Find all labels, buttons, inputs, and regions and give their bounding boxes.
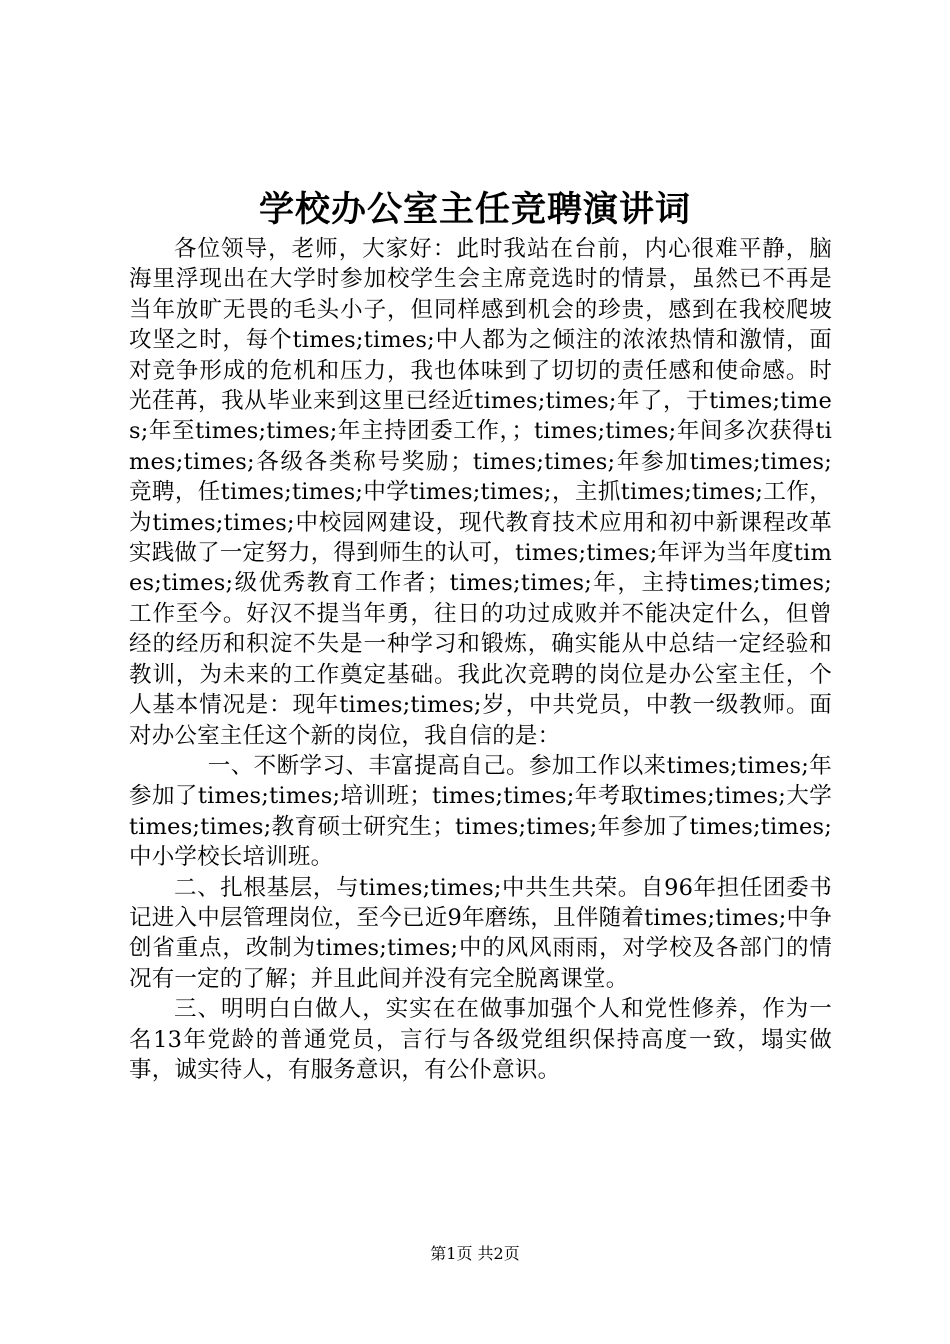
document-title: 学校办公室主任竞聘演讲词 [258,189,691,230]
paragraph-point-three: 三、明明白白做人，实实在在做事加强个人和党性修养，作为一名13年党龄的普通党员，言行与各级党组织保持高度一致，塌实做事，诚实待人，有服务意识，有公仆意识。 [129,996,832,1083]
document-body [129,234,832,1085]
paragraph-point-two: 二、扎根基层，与times;times;中共生共荣。自96年担任团委书记进入中层管理岗位，至今已近9年磨练，且伴随着times;times;中争创省重点，改制为times;times;中的风风雨雨，对学校及各部门的情况有一定的了解；并且此间并没有完全脱离课堂。 [129,874,832,992]
paragraph-intro: 各位领导，老师，大家好：此时我站在台前，内心很难平静，脑海里浮现出在大学时参加校学生会主席竞选时的情景，虽然已不再是当年放旷无畏的毛头小子，但同样感到机会的珍贵，感到在我校爬坡攻坚之时，每个times;times;中人都为之倾注的浓浓热情和激情，面对竞争形成的危机和压力，我也体味到了切切的责任感和使命感。时光荏苒，我从毕业来到这里已经近times;times;年了，于times;times;年至times;times;年主持团委工作，；times;times;年间多次获得times;times;各级各类称号奖励；times;times;年参加times;times;竞聘，任times;times;中学times;times;，主抓times;times;工作，为times;times;中校园网建设，现代教育技术应用和初中新课程改革实践做了一定努力，得到师生的认可，times;times;年评为当年度times;times;级优秀教育工作者；times;times;年，主持times;times;工作至今。好汉不提当年勇，往日的功过成败并不能决定什么，但曾经的经历和积淀不失是一种学习和锻炼，确实能从中总结一定经验和教训，为未来的工作奠定基础。我此次竞聘的岗位是办公室主任，个人基本情况是：现年times;times;岁，中共党员，中教一级教师。面对办公室主任这个新的岗位，我自信的是： [129,236,832,749]
paragraph-point-one: 一、不断学习、丰富提高自己。参加工作以来times;times;年参加了times;times;培训班；times;times;年考取times;times;大学times;times;教育硕士研究生；times;times;年参加了times;times;中小学校长培训班。 [129,752,832,871]
page-footer: 第1页 共2页 [430,1244,520,1263]
